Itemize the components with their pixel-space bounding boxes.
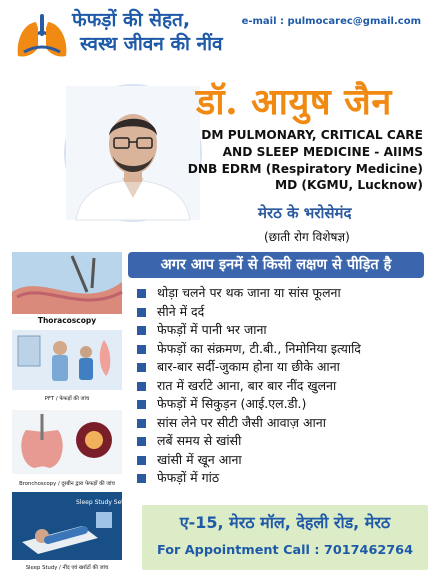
- doctor-tagline: मेरठ के भरोसेमंद: [258, 204, 352, 222]
- symptom-item: [137, 432, 361, 451]
- bullet-square-icon: [137, 437, 146, 446]
- tagline: [72, 8, 223, 56]
- symptoms-list: [137, 284, 361, 488]
- doctor-portrait-icon: [66, 86, 200, 220]
- symptom-item: [137, 414, 361, 433]
- qualification-line: AND SLEEP MEDICINE - AIIMS: [222, 144, 423, 159]
- bullet-square-icon: [137, 419, 146, 428]
- symptom-text: फेफड़ों का संक्रमण, टी.बी., निमोनिया इत्यादि: [157, 340, 361, 356]
- symptom-item: [137, 303, 361, 322]
- thoracoscopy-caption: Thoracoscopy: [37, 316, 97, 325]
- symptom-text: थोड़ा चलने पर थक जाना या सांस फूलना: [157, 285, 341, 300]
- bullet-square-icon: [137, 400, 146, 409]
- symptom-text: फेफड़ों में पानी भर जाना: [157, 322, 267, 337]
- bullet-square-icon: [137, 289, 146, 298]
- symptom-item: [137, 284, 361, 303]
- email-address[interactable]: e-mail : pulmocarec@gmail.com: [241, 16, 421, 27]
- doctor-qualifications: [188, 127, 423, 194]
- doctor-photo: [64, 84, 202, 222]
- doctor-specialty: (छाती रोग विशेषज्ञ): [264, 230, 350, 244]
- qualification-line: DNB EDRM (Respiratory Medicine): [187, 161, 423, 176]
- tagline-line-2: स्वस्थ जीवन की नींव: [80, 33, 223, 55]
- clinic-address: ए-15, मेरठ मॉल, देहली रोड, मेरठ: [179, 513, 391, 532]
- doctor-name: डॉ. आयुष जैन: [196, 81, 392, 123]
- bullet-square-icon: [137, 363, 146, 372]
- sleep-study-image-title: Sleep Study Setup: [76, 499, 132, 506]
- symptom-text: फेफड़ों में सिकुड़न (आई.एल.डी.): [157, 396, 307, 411]
- symptom-item: [137, 451, 361, 470]
- symptom-item: [137, 340, 361, 359]
- pft-image: [12, 330, 122, 390]
- sleep-study-image: [12, 492, 132, 560]
- bronchoscopy-caption: Bronchoscopy / दूरबीन द्वारा फेफड़ों की जांच: [19, 481, 115, 487]
- symptom-text: खांसी में खून आना: [157, 451, 242, 467]
- symptom-text: लबें समय से खांसी: [157, 433, 242, 448]
- symptom-item: [137, 321, 361, 340]
- qualification-line: DM PULMONARY, CRITICAL CARE: [201, 128, 423, 142]
- bullet-square-icon: [137, 308, 146, 317]
- sleep-study-caption: Sleep Study / नींद एवं खर्राटों की जांच: [25, 565, 109, 571]
- bullet-square-icon: [137, 345, 146, 354]
- symptom-item: [137, 469, 361, 488]
- pft-caption: PFT / फेफड़ों की जांच: [44, 396, 90, 402]
- symptom-text: फेफड़ों में गांठ: [157, 470, 220, 485]
- thoracoscopy-image: [12, 252, 122, 314]
- symptom-item: [137, 358, 361, 377]
- appointment-phone[interactable]: For Appointment Call : 7017462764: [157, 543, 413, 558]
- bullet-square-icon: [137, 456, 146, 465]
- tagline-line-1: फेफड़ों की सेहत,: [72, 9, 191, 31]
- lungs-logo-icon: [14, 12, 70, 62]
- symptom-text: रात में खर्राटे आना, बार बार नींद खुलना: [157, 377, 337, 393]
- bullet-square-icon: [137, 382, 146, 391]
- qualification-line: MD (KGMU, Lucknow): [274, 178, 423, 193]
- bullet-square-icon: [137, 326, 146, 335]
- symptom-text: बार-बार सर्दी-जुकाम होना या छीके आना: [157, 359, 340, 374]
- symptom-item: [137, 395, 361, 414]
- bullet-square-icon: [137, 474, 146, 483]
- bronchoscopy-image: [12, 410, 122, 474]
- symptoms-heading: अगर आप इनमें से किसी लक्षण से पीड़ित है: [128, 252, 424, 278]
- symptom-item: [137, 377, 361, 396]
- symptom-text: सांस लेने पर सीटी जैसी आवाज़ आना: [157, 414, 326, 430]
- contact-footer: [142, 505, 428, 570]
- symptom-text: सीने में दर्द: [157, 303, 205, 319]
